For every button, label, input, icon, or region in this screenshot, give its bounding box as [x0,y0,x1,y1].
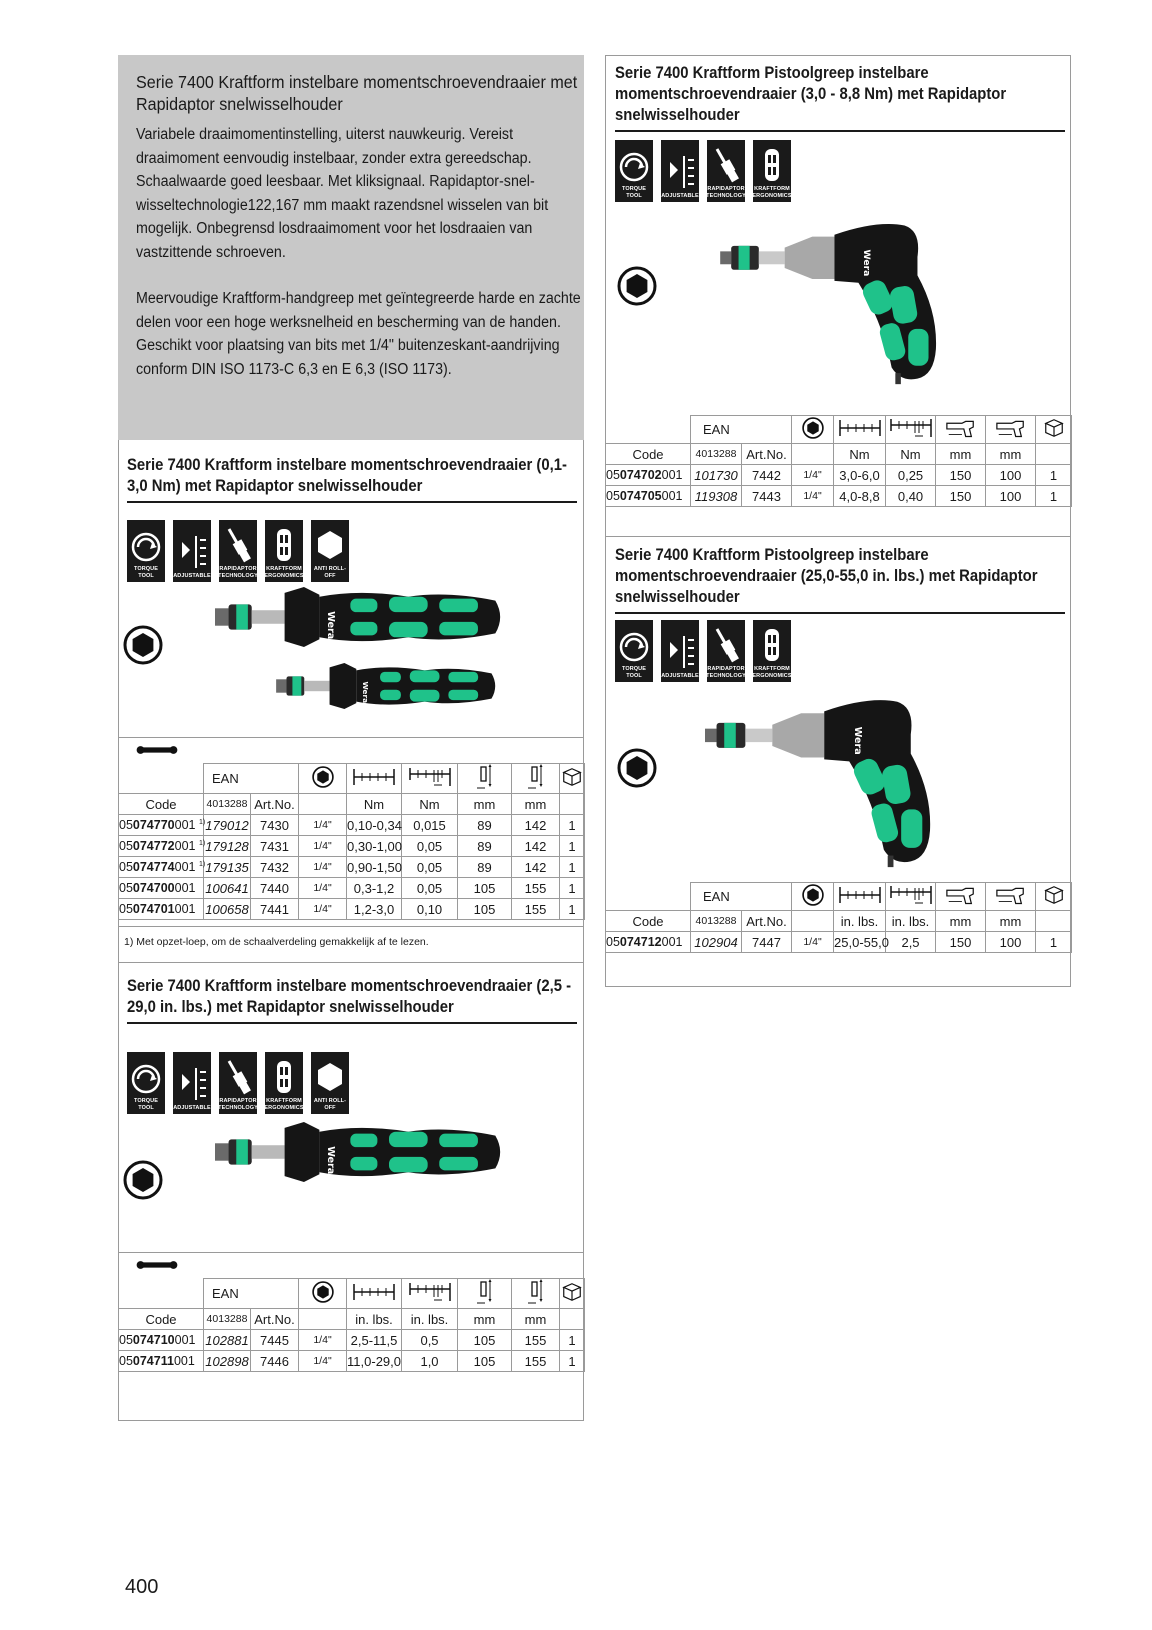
package-icon [560,1279,585,1309]
length-1: 105 [458,1351,512,1372]
unit-header: in. lbs. [402,1309,458,1330]
length-1: 150 [936,465,986,486]
ean-suffix: 179128 [204,836,251,857]
footnote-marker: 1) [198,860,206,868]
torque-range: 11,0-29,0 [347,1351,402,1372]
drive-size: 1/4" [299,815,347,836]
scale-step: 1,0 [402,1351,458,1372]
intro-panel [118,55,584,440]
drive-size: 1/4" [299,878,347,899]
section2-icons [127,1052,349,1114]
torque-step-icon [886,416,936,444]
torque-range: 4,0-8,8 [834,486,886,507]
drive-size: 1/4" [299,857,347,878]
unit-header: mm [458,1309,512,1330]
pack-qty: 1 [1036,932,1072,953]
length-1: 150 [936,486,986,507]
pack-qty: 1 [560,836,585,857]
length-1: 89 [458,815,512,836]
torque-tool-icon: TORQUE TOOL [615,620,653,682]
table-row [119,836,585,857]
ean-suffix: 179135 [204,857,251,878]
length-2: 100 [986,465,1036,486]
grip-length-icon [936,416,986,444]
order-code: 05074701001 [119,899,204,920]
section3-icons [615,140,791,202]
section2-title: Serie 7400 Kraftform instelbare momentschroevendraaier (2,5 - 29,0 in. lbs.) met Rapidaptor snelwisselhouder [127,976,577,1024]
section3-title: Serie 7400 Kraftform Pistoolgreep instelbare momentschroevendraaier (3,0 - 8,8 Nm) met Rapidaptor snelwisselhouder [615,63,1065,132]
length-2: 142 [512,815,560,836]
intro-title: Serie 7400 Kraftform instelbare momentschroevendraaier met Rapidaptor snelwisselhouder [136,72,578,114]
torque-range: 0,3-1,2 [347,878,402,899]
table-row [119,1351,585,1372]
drive-size: 1/4" [792,932,834,953]
ean-prefix: 4013288 [691,911,742,932]
ean-suffix: 102898 [204,1351,251,1372]
length-2: 100 [986,932,1036,953]
rapidaptor-icon: RAPIDAPTOR TECHNOLOGY [707,140,745,202]
scale-step: 0,05 [402,857,458,878]
hex-drive-icon [299,1279,347,1309]
bit-length-icon [458,764,512,794]
torque-range-icon [834,883,886,911]
kraftform-icon: KRAFTFORM ERGONOMICS [265,520,303,582]
article-number: 7432 [251,857,299,878]
ean-prefix: 4013288 [691,444,742,465]
total-length-icon [512,764,560,794]
grip-height-icon [986,416,1036,444]
length-2: 155 [512,899,560,920]
unit-header: mm [936,444,986,465]
loupe-pin-icon [131,1258,183,1272]
torque-tool-icon: TORQUE TOOL [127,1052,165,1114]
code-header: Code [119,1309,204,1330]
ean-suffix: 101730 [691,465,742,486]
torque-step-icon [402,764,458,794]
length-2: 155 [512,1330,560,1351]
length-1: 150 [936,932,986,953]
order-code: 05074702001 [606,465,691,486]
article-number: 7440 [251,878,299,899]
kraftform-icon: KRAFTFORM ERGONOMICS [753,620,791,682]
article-number: 7441 [251,899,299,920]
pack-qty: 1 [1036,486,1072,507]
torque-range-icon [347,764,402,794]
torque-range-icon [347,1279,402,1309]
rapidaptor-icon: RAPIDAPTOR TECHNOLOGY [219,1052,257,1114]
section3-table [605,415,1072,507]
article-number: 7446 [251,1351,299,1372]
article-number: 7442 [742,465,792,486]
rapidaptor-icon: RAPIDAPTOR TECHNOLOGY [707,620,745,682]
article-number: 7430 [251,815,299,836]
ean-header: EAN [204,1279,299,1309]
anti-roll-off-icon: ANTI ROLL-OFF [311,1052,349,1114]
ean-suffix: 102881 [204,1330,251,1351]
section2-divider [118,1252,584,1253]
length-2: 155 [512,878,560,899]
order-code: 05074700001 [119,878,204,899]
pistol-screwdriver-image [720,220,960,386]
torque-range: 25,0-55,0 [834,932,886,953]
grip-height-icon [986,883,1036,911]
footnote-marker: 1) [198,818,206,826]
table-row [119,857,585,878]
screwdriver-image-large [215,583,505,651]
table-row [606,465,1072,486]
length-1: 89 [458,857,512,878]
hex-drive-icon [123,625,163,665]
scale-step: 2,5 [886,932,936,953]
intro-paragraph-2: Meervoudige Kraftform-handgreep met geïntegreerde harde en zachte delen voor een hoge werksnelheid en bescherming van de handen. Geschikt voor plaatsing van bits met 1/4" buitenzeskant-aandrijving conform DIN ISO 1173-C 6,3 en E 6,3 (ISO 1173). [136,290,581,378]
scale-step: 0,40 [886,486,936,507]
unit-header: Nm [347,794,402,815]
section1-divider [118,737,584,738]
pack-qty: 1 [560,857,585,878]
table-row [119,878,585,899]
hex-drive-icon [123,1160,163,1200]
order-code: 05074705001 [606,486,691,507]
order-code: 05074710001 [119,1330,204,1351]
kraftform-icon: KRAFTFORM ERGONOMICS [753,140,791,202]
scale-step: 0,05 [402,836,458,857]
ean-suffix: 179012 [204,815,251,836]
unit-header: mm [936,911,986,932]
length-2: 142 [512,857,560,878]
torque-range: 2,5-11,5 [347,1330,402,1351]
section4-title: Serie 7400 Kraftform Pistoolgreep instelbare momentschroevendraaier (25,0-55,0 in. lbs.) met Rapidaptor snelwisselhouder [615,545,1065,614]
ean-suffix: 102904 [691,932,742,953]
torque-range-icon [834,416,886,444]
drive-size: 1/4" [299,836,347,857]
ean-suffix: 100641 [204,878,251,899]
unit-header: Nm [834,444,886,465]
adjustable-icon: ADJUSTABLE [661,620,699,682]
drive-size: 1/4" [299,1330,347,1351]
ean-header: EAN [691,883,792,911]
unit-header: mm [986,911,1036,932]
pack-qty: 1 [1036,465,1072,486]
torque-tool-icon: TORQUE TOOL [615,140,653,202]
rapidaptor-icon: RAPIDAPTOR TECHNOLOGY [219,520,257,582]
unit-header: Nm [402,794,458,815]
footnote-marker: 1) [198,839,206,847]
pack-qty: 1 [560,815,585,836]
torque-tool-icon: TORQUE TOOL [127,520,165,582]
order-code: 05074711001 [119,1351,204,1372]
ean-header: EAN [204,764,299,794]
unit-header: mm [986,444,1036,465]
drive-size: 1/4" [299,1351,347,1372]
order-code: 05074712001 [606,932,691,953]
intro-paragraph-1: Variabele draaimomentinstelling, uiterst nauwkeurig. Vereist draaimoment eenvoudig instelbaar, zonder extra gereedschap. Schaalwaarde goed leesbaar. Met kliksignaal. Rapidaptor-snel-wisseltechnologie122,167 mm maakt razendsnel wisselen van bit mogelijk. Onbegrensd losdraaimoment voor het losdraaien van vastzittende schroeven. [136,126,549,261]
unit-header: mm [458,794,512,815]
scale-step: 0,015 [402,815,458,836]
section4-icons [615,620,791,682]
torque-range: 3,0-6,0 [834,465,886,486]
hex-drive-icon [792,416,834,444]
unit-header: in. lbs. [347,1309,402,1330]
package-icon [1036,883,1072,911]
section1-footnote-divider [118,926,584,927]
order-code: 05074772001 $^{1)}$ [119,836,204,857]
code-header: Code [606,444,691,465]
ean-suffix: 119308 [691,486,742,507]
section1-footnote: 1) Met opzet-loep, om de schaalverdeling gemakkelijk af te lezen. [124,936,429,948]
section2-table [118,1278,585,1372]
section1-table [118,763,585,920]
bit-length-icon [458,1279,512,1309]
page-number: 400 [125,1576,159,1598]
table-row [119,899,585,920]
pistol-screwdriver-image [705,695,955,870]
section1-title: Serie 7400 Kraftform instelbare momentschroevendraaier (0,1-3,0 Nm) met Rapidaptor snelwisselhouder [127,455,577,503]
ean-prefix: 4013288 [204,794,251,815]
length-1: 105 [458,878,512,899]
hex-drive-icon [792,883,834,911]
ean-header: EAN [691,416,792,444]
code-header: Code [606,911,691,932]
order-code: 05074774001 $^{1)}$ [119,857,204,878]
adjustable-icon: ADJUSTABLE [661,140,699,202]
table-row [606,486,1072,507]
artno-header: Art.No. [742,911,792,932]
length-2: 142 [512,836,560,857]
table-row [119,815,585,836]
section2-top-divider [118,962,584,963]
drive-size: 1/4" [792,486,834,507]
pack-qty: 1 [560,878,585,899]
unit-header: in. lbs. [834,911,886,932]
table-row [606,932,1072,953]
section1-icons [127,520,349,582]
grip-length-icon [936,883,986,911]
section4-table [605,882,1072,953]
article-number: 7445 [251,1330,299,1351]
artno-header: Art.No. [251,1309,299,1330]
screwdriver-image-small [270,660,505,712]
drive-size: 1/4" [792,465,834,486]
torque-range: 0,90-1,50 [347,857,402,878]
scale-step: 0,10 [402,899,458,920]
hex-drive-icon [617,266,657,306]
code-header: Code [119,794,204,815]
unit-header: Nm [886,444,936,465]
unit-header: mm [512,1309,560,1330]
package-icon [560,764,585,794]
scale-step: 0,25 [886,465,936,486]
hex-drive-icon [299,764,347,794]
unit-header: mm [512,794,560,815]
length-1: 105 [458,899,512,920]
scale-step: 0,05 [402,878,458,899]
artno-header: Art.No. [251,794,299,815]
torque-range: 1,2-3,0 [347,899,402,920]
package-icon [1036,416,1072,444]
screwdriver-image [215,1118,505,1186]
torque-step-icon [886,883,936,911]
length-2: 155 [512,1351,560,1372]
length-1: 89 [458,836,512,857]
torque-range: 0,30-1,00 [347,836,402,857]
table-row [119,1330,585,1351]
torque-range: 0,10-0,34 [347,815,402,836]
hex-drive-icon [617,748,657,788]
adjustable-icon: ADJUSTABLE [173,520,211,582]
ean-prefix: 4013288 [204,1309,251,1330]
pack-qty: 1 [560,899,585,920]
loupe-pin-icon [131,743,183,757]
artno-header: Art.No. [742,444,792,465]
scale-step: 0,5 [402,1330,458,1351]
adjustable-icon: ADJUSTABLE [173,1052,211,1114]
ean-suffix: 100658 [204,899,251,920]
total-length-icon [512,1279,560,1309]
torque-step-icon [402,1279,458,1309]
anti-roll-off-icon: ANTI ROLL-OFF [311,520,349,582]
article-number: 7431 [251,836,299,857]
article-number: 7443 [742,486,792,507]
length-2: 100 [986,486,1036,507]
unit-header: in. lbs. [886,911,936,932]
length-1: 105 [458,1330,512,1351]
article-number: 7447 [742,932,792,953]
order-code: 05074770001 $^{1)}$ [119,815,204,836]
drive-size: 1/4" [299,899,347,920]
kraftform-icon: KRAFTFORM ERGONOMICS [265,1052,303,1114]
pack-qty: 1 [560,1351,585,1372]
pack-qty: 1 [560,1330,585,1351]
